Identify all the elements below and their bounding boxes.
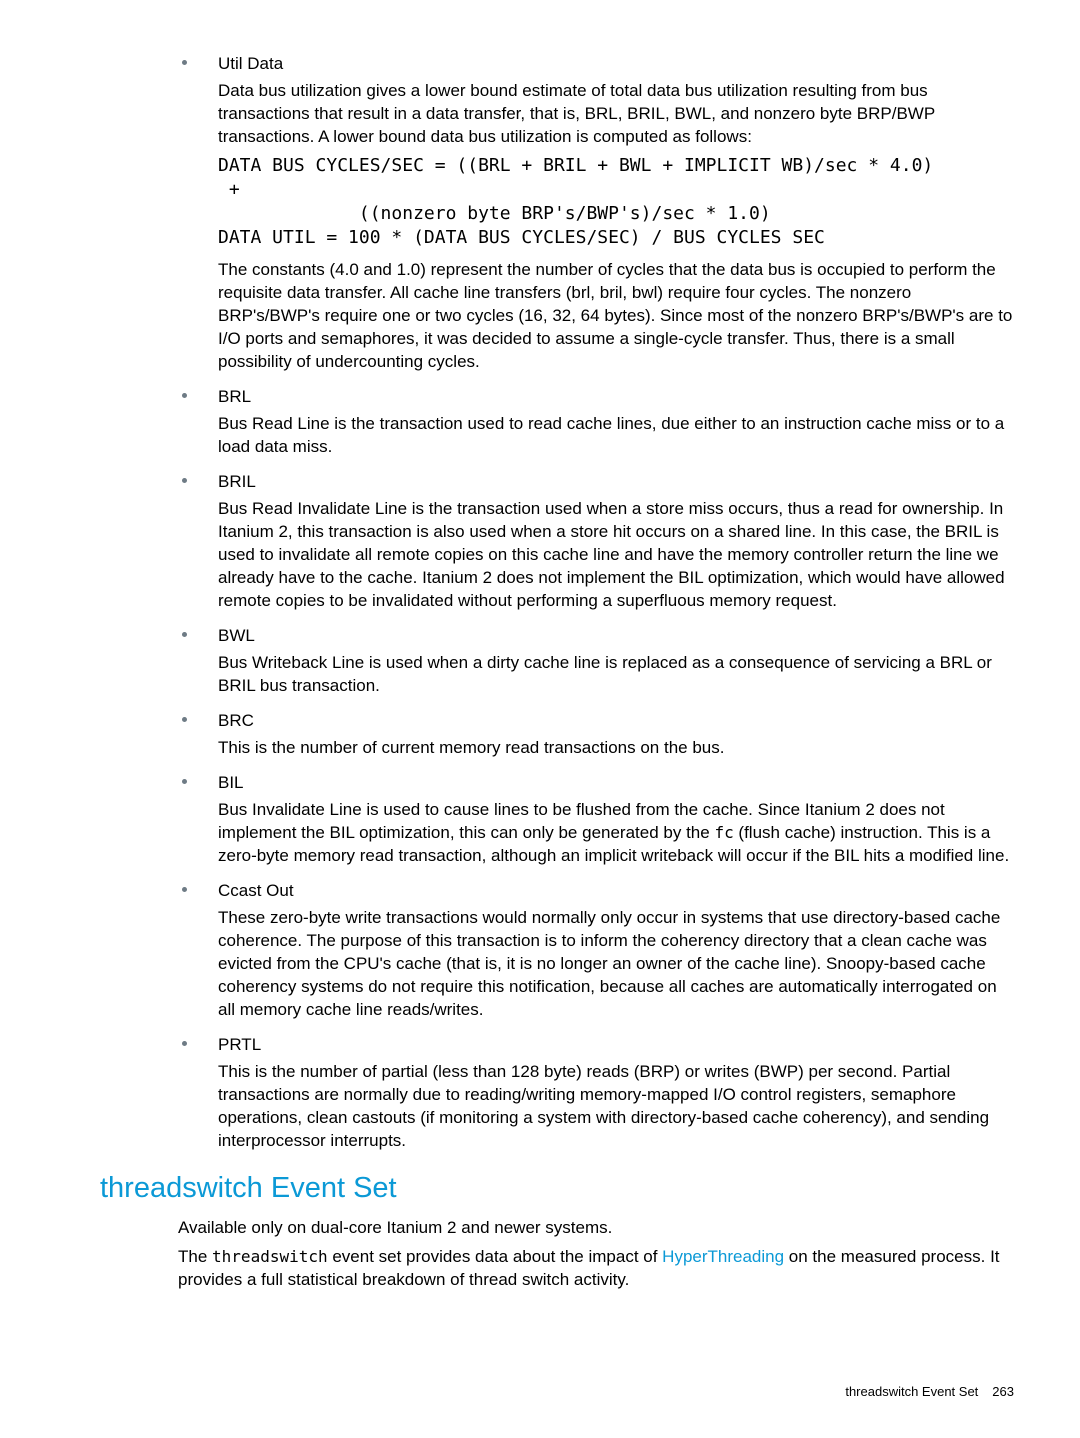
- term-util-data: Util Data: [218, 54, 284, 73]
- paragraph: The constants (4.0 and 1.0) represent the number of cycles that the data bus is occupied to perform the requisite data transfer. All cache line transfers (brl, bril, bwl) require four cycles. The nonzero BRP's/BWP's require one or two cycles (16, 32, 64 bytes). Since most of the nonzero BRP's/BWP's are to I/O ports and semaphores, it was decided to assume a single-cycle transfer. Thus, there is a small possibility of undercounting cycles.: [218, 260, 1013, 371]
- term-prtl: PRTL: [218, 1035, 262, 1054]
- term-bril: BRIL: [218, 472, 256, 491]
- paragraph: [178, 1245, 1014, 1291]
- text-run: on the measured process. It provides a full statistical breakdown of thread switch activity.: [178, 1247, 1000, 1289]
- text-run: Bus Invalidate Line is used to cause lines to be flushed from the cache. Since Itanium 2 does not implement the BIL optimization, this can only be generated by the: [218, 800, 945, 842]
- inline-code-threadswitch: threadswitch: [212, 1247, 328, 1266]
- paragraph: Bus Read Invalidate Line is the transaction used when a store miss occurs, thus a read for ownership. In Itanium 2, this transaction is also used when a store hit occurs on a shared line. In this case, the BRIL is used to invalidate all remote copies on this cache line and have the memory controller return the line we already have to the cache. Itanium 2 does not implement the BIL optimization, which would have allowed remote copies to be invalidated without performing a superfluous memory request.: [218, 499, 1005, 610]
- term-brc: BRC: [218, 711, 254, 730]
- code-line: DATA UTIL = 100 * (DATA BUS CYCLES/SEC) / BUS CYCLES SEC: [218, 227, 825, 248]
- bullet-icon: [182, 779, 187, 784]
- text-run: The: [178, 1247, 213, 1266]
- bullet-icon: [182, 393, 187, 398]
- list-item-bil: [178, 771, 1014, 867]
- paragraph: Bus Writeback Line is used when a dirty cache line is replaced as a consequence of servicing a BRL or BRIL bus transaction.: [218, 653, 992, 695]
- code-line: DATA BUS CYCLES/SEC = ((BRL + BRIL + BWL + IMPLICIT WB)/sec * 4.0): [218, 155, 934, 176]
- list-item-bril: [178, 470, 1014, 612]
- list-item-brl: [178, 385, 1014, 458]
- footer-section-title: threadswitch Event Set: [845, 1384, 979, 1399]
- list-item-brc: [178, 709, 1014, 759]
- paragraph: [218, 798, 1014, 867]
- list-item-ccast-out: [178, 879, 1014, 1021]
- term-bil: BIL: [218, 773, 244, 792]
- term-bwl: BWL: [218, 626, 255, 645]
- term-brl: BRL: [218, 387, 252, 406]
- page-footer: [845, 1384, 1014, 1400]
- hyperthreading-link[interactable]: HyperThreading: [662, 1247, 785, 1266]
- paragraph: Available only on dual-core Itanium 2 and newer systems.: [178, 1218, 613, 1237]
- inline-code-fc: fc: [714, 823, 734, 842]
- text-run: (flush cache) instruction. This is a zero-byte memory read transaction, although an implicit writeback will occur if the BIL hits a modified line.: [218, 823, 1010, 865]
- term-ccast-out: Ccast Out: [218, 881, 294, 900]
- page-number: 263: [992, 1384, 1014, 1399]
- paragraph: Data bus utilization gives a lower bound estimate of total data bus utilization resulting from bus transactions that result in a data transfer, that is, BRL, BRIL, BWL, and nonzero byte BRP/BWP transactions. A lower bound data bus utilization is computed as follows:: [218, 81, 935, 146]
- bullet-icon: [182, 60, 187, 65]
- section-heading: threadswitch Event Set: [100, 1172, 397, 1204]
- bullet-icon: [182, 717, 187, 722]
- bullet-icon: [182, 478, 187, 483]
- paragraph: These zero-byte write transactions would normally only occur in systems that use directory-based cache coherence. The purpose of this transaction is to inform the coherency directory that a clean cache was evicted from the CPU's cache (that is, it is no longer an owner of the cache line). Snoopy-based cache coherency systems do not require this notification, because all caches are automatically interrogated on all memory cache line reads/writes.: [218, 908, 1001, 1019]
- list-item-prtl: [178, 1033, 1014, 1152]
- bullet-list: [178, 52, 1014, 1152]
- bullet-icon: [182, 887, 187, 892]
- paragraph: This is the number of partial (less than 128 byte) reads (BRP) or writes (BWP) per second. Partial transactions are normally due to reading/writing memory-mapped I/O control registers, semaphore operations, clean castouts (if monitoring a system with directory-based cache coherency), and sending interprocessor interrupts.: [218, 1062, 990, 1150]
- code-line: ((nonzero byte BRP's/BWP's)/sec * 1.0): [218, 203, 771, 224]
- text-run: event set provides data about the impact of: [327, 1247, 663, 1266]
- paragraph: This is the number of current memory read transactions on the bus.: [218, 738, 725, 757]
- list-item-bwl: [178, 624, 1014, 697]
- list-item-util-data: [178, 52, 1014, 373]
- code-block: [218, 154, 1014, 250]
- bullet-icon: [182, 1041, 187, 1046]
- paragraph: Bus Read Line is the transaction used to read cache lines, due either to an instruction cache miss or to a load data miss.: [218, 414, 1005, 456]
- code-line: +: [218, 179, 240, 200]
- bullet-icon: [182, 632, 187, 637]
